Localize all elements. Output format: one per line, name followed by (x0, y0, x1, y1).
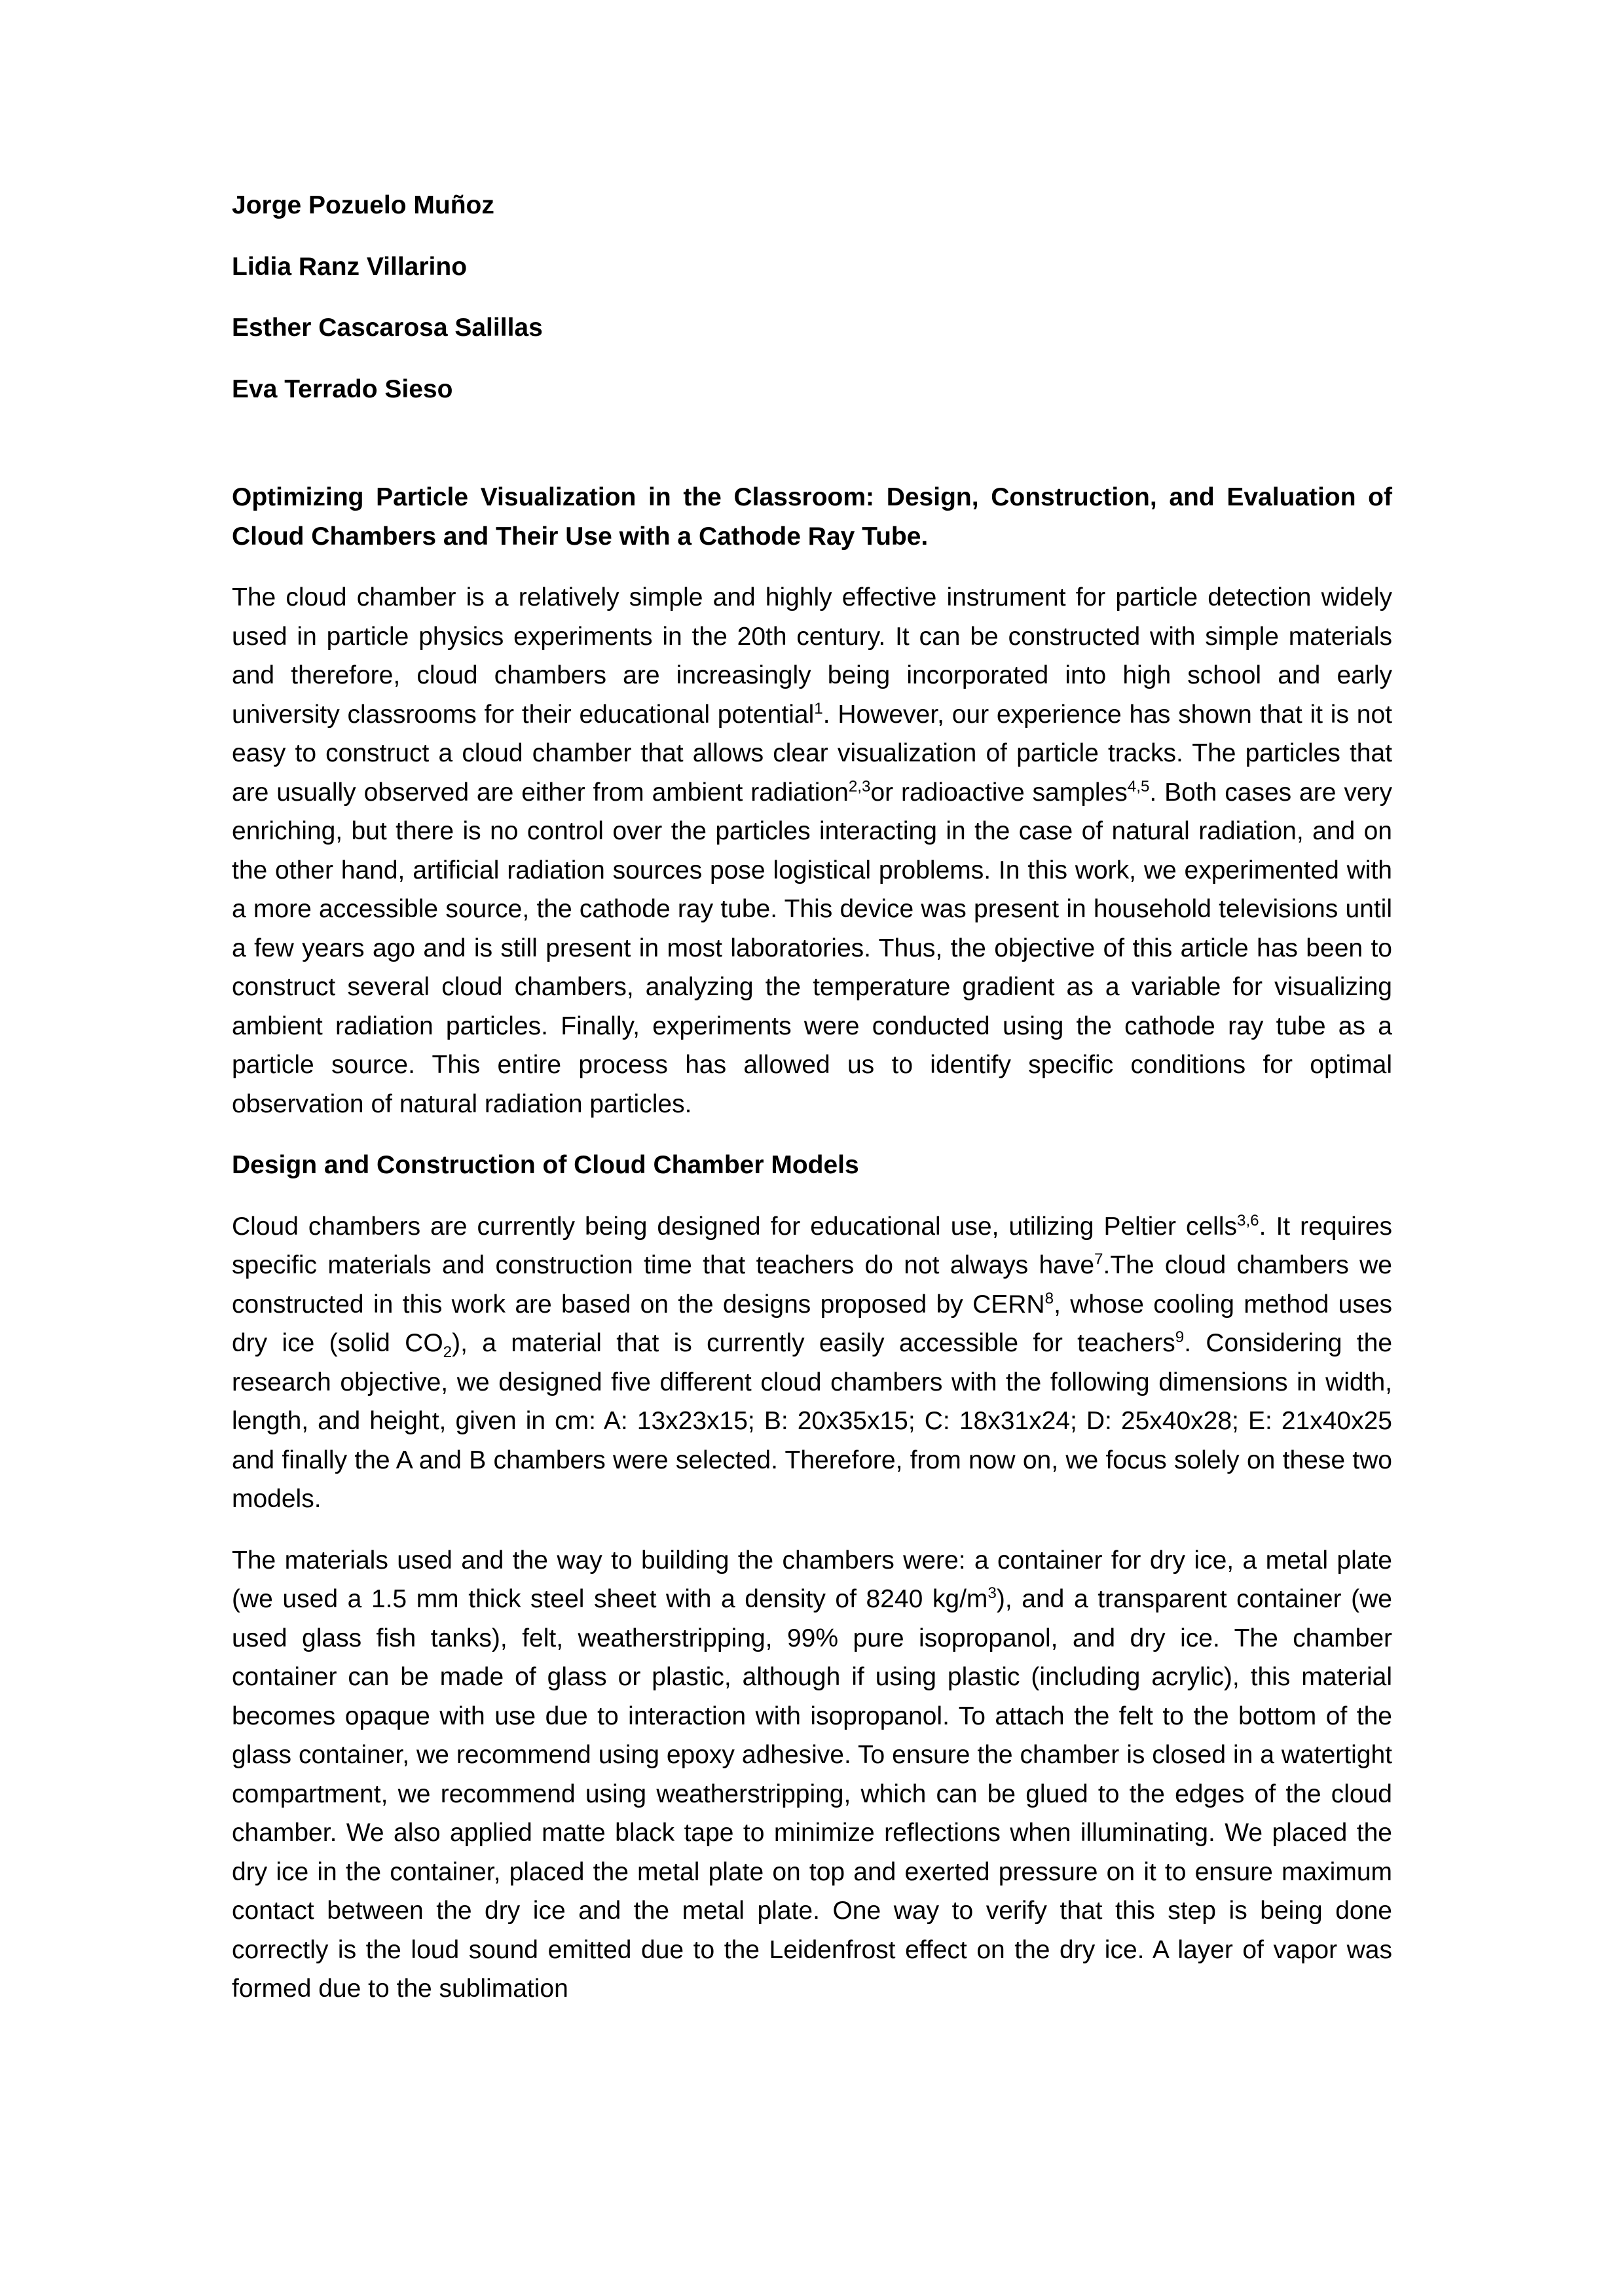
section-heading-design: Design and Construction of Cloud Chamber Models (232, 1151, 859, 1179)
author-name-1: Jorge Pozuelo Muñoz (232, 191, 494, 219)
author-name-2: Lidia Ranz Villarino (232, 252, 468, 281)
paragraph-introduction: The cloud chamber is a relatively simple and highly effective instrument for particle detection widely used in particle physics experiments in the 20th century. It can be constructed with simple materials and therefore, cloud chambers are increasingly being incorporated into high school and early university classrooms for their educational potential$^1$. However, our experience has shown that it is not easy to construct a cloud chamber that allows clear visualization of particle tracks. The particles that are usually observed are either from ambient radiation$^{2,3}$or radioactive samples$^{4,5}$. Both cases are very enriching, but there is no control over the particles interacting in the case of natural radiation, and on the other hand, artificial radiation sources pose logistical problems. In this work, we experimented with a more accessible source, the cathode ray tube. This device was present in household televisions until a few years ago and is still present in most laboratories. Thus, the objective of this article has been to construct several cloud chambers, analyzing the temperature gradient as a variable for visualizing ambient radiation particles. Finally, experiments were conducted using the cathode ray tube as a particle source. This entire process has allowed us to identify specific conditions for optimal observation of natural radiation particles. (232, 583, 1393, 1118)
paragraph-materials: The materials used and the way to building the chambers were: a container for dry ice, a metal plate (we used a 1.5 mm thick steel sheet with a density of 8240 $kg/m^3$), and a transparent container (we used glass fish tanks), felt, weatherstripping, 99% pure isopropanol, and dry ice. The chamber container can be made of glass or plastic, although if using plastic (including acrylic), this material becomes opaque with use due to interaction with isopropanol. To attach the felt to the bottom of the glass container, we recommend using epoxy adhesive. To ensure the chamber is closed in a watertight compartment, we recommend using weatherstripping, which can be glued to the edges of the cloud chamber. We also applied matte black tape to minimize reflections when illuminating. We placed the dry ice in the container, placed the metal plate on top and exerted pressure on it to ensure maximum contact between the dry ice and the metal plate. One way to verify that this step is being done correctly is the loud sound emitted due to the Leidenfrost effect on the dry ice. A layer of vapor was formed due to the sublimation (232, 1546, 1392, 2003)
paragraph-design: Cloud chambers are currently being designed for educational use, utilizing Peltier cells$^{3,6}$. It requires specific materials and construction time that teachers do not always have$^7$.The cloud chambers we constructed in this work are based on the designs proposed by CERN$^8$, whose cooling method uses dry ice (solid $CO_2$), a material that is currently easily accessible for teachers$^9$. Considering the research objective, we designed five different cloud chambers with the following dimensions in width, length, and height, given in cm: A: 13x23x15; B: 20x35x15; C: 18x31x24; D: 25x40x28; E: 21x40x25 and finally the A and B chambers were selected. Therefore, from now on, we focus solely on these two models. (232, 1211, 1393, 1513)
author-name-4: Eva Terrado Sieso (232, 374, 453, 403)
author-block (232, 186, 1392, 409)
author-name-3: Esther Cascarosa Salillas (232, 314, 543, 342)
paper-title: Optimizing Particle Visualization in the Classroom: Design, Construction, and Evaluation of Cloud Chambers and Their Use with a Cathode Ray Tube. (232, 483, 1392, 551)
